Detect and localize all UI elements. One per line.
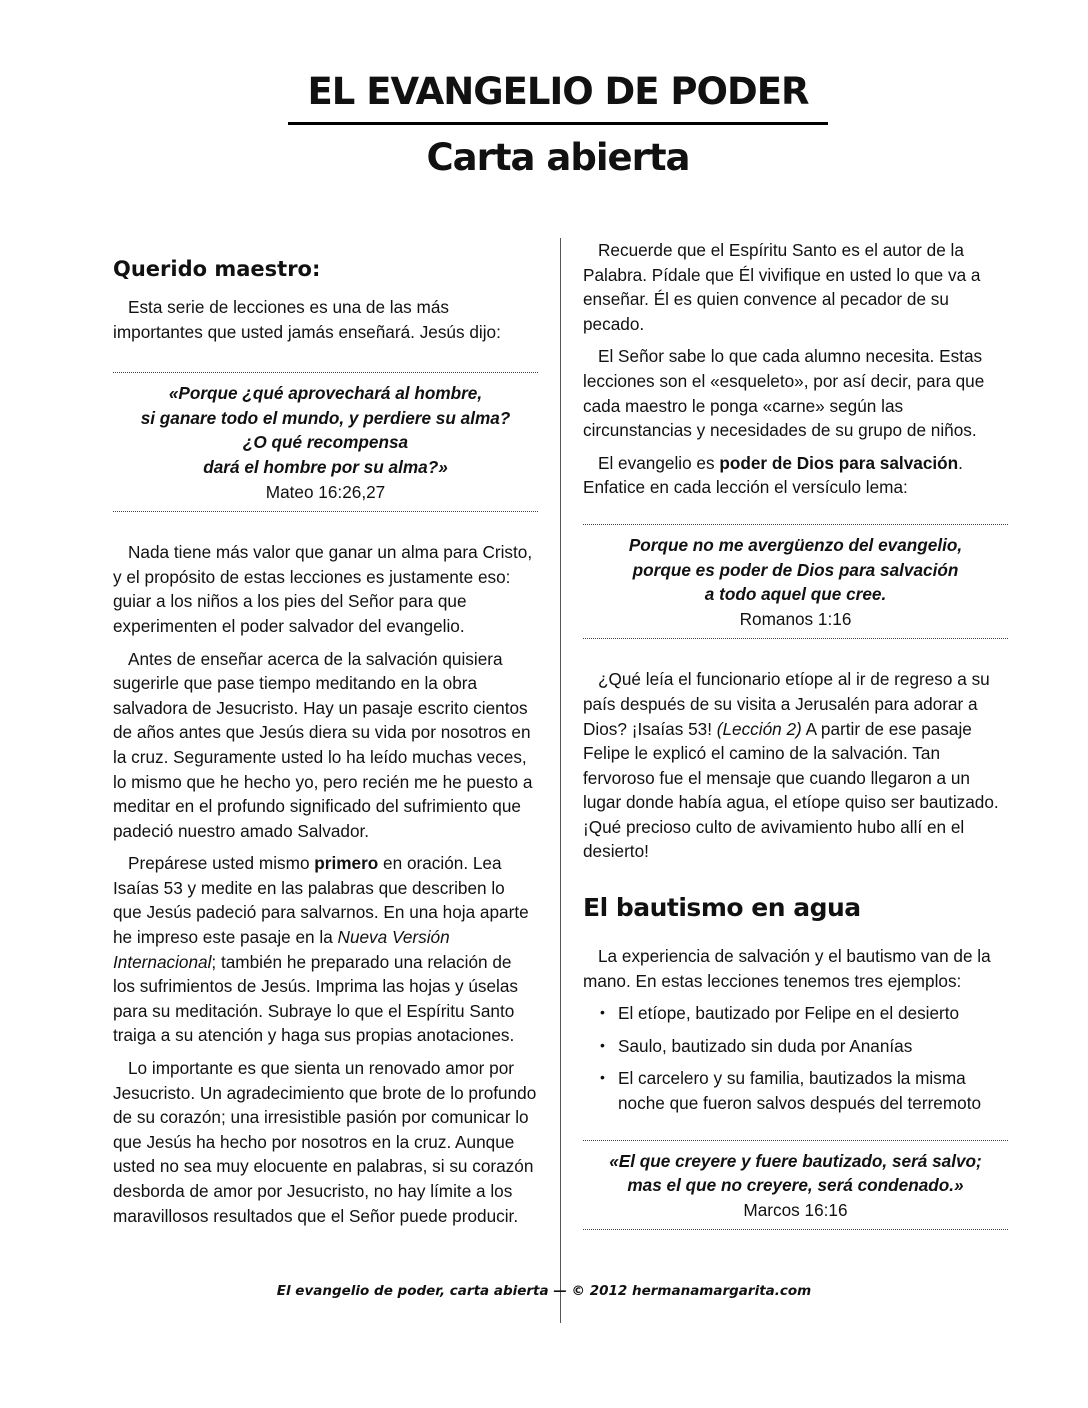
quote-line: Porque no me avergüenzo del evangelio, [628, 534, 963, 555]
spacer [583, 872, 1008, 892]
text-run: ¿Qué leía el funcionario etíope al ir de regreso a su país después de su visita a Jerusalén para adorar a Dios? ¡Isaías 53! [583, 669, 990, 739]
paragraph: La experiencia de salvación y el bautismo van de la mano. En estas lecciones tenemos tres ejemplos: [583, 946, 991, 991]
quote-line: dará el hombre por su alma?» [203, 456, 448, 477]
text-run: Prepárese usted mismo [128, 853, 315, 874]
paragraph [583, 451, 1008, 500]
paragraph: Lo importante es que sienta un renovado amor por Jesucristo. Un agradecimiento que brote de lo profundo de su corazón; una irresistible pasión por comunicar lo que Jesús ha hecho por nosotros en la cruz. Aunque usted no sea muy elocuente en palabras, si su corazón desborda de amor por Jesucristo, no hay límite a los maravillosos resultados que el Señor puede producir. [113, 1058, 537, 1226]
page-subtitle: Carta abierta [426, 136, 690, 179]
paragraph: Esta serie de lecciones es una de las más importantes que usted jamás enseñará. Jesús dijo: [113, 297, 501, 342]
quote-reference: Mateo 16:26,27 [265, 481, 386, 502]
title-divider [288, 122, 828, 125]
quote-line: ¿O qué recompensa [242, 432, 409, 453]
list-item [583, 1066, 1008, 1115]
list-item-text: Saulo, bautizado sin duda por Ananías [618, 1035, 913, 1056]
page-title: EL EVANGELIO DE PODER [307, 70, 809, 113]
section-heading: El bautismo en agua [583, 893, 861, 923]
bullet-list [583, 1001, 1008, 1115]
paragraph: El Señor sabe lo que cada alumno necesita. Estas lecciones son el «esqueleto», por así decir, para que cada maestro le ponga «carne» según las circunstancias y necesidades de su grupo de niños. [583, 346, 985, 441]
paragraph [583, 667, 1008, 864]
column-divider [560, 238, 561, 1323]
paragraph: Antes de enseñar acerca de la salvación quisiera sugerirle que pase tiempo meditando en la obra salvadora de Jesucristo. Hay un pasaje escrito cientos de años antes que Jesús diera su vida por nosotros en la cruz. Seguramente usted lo ha leído muchas veces, lo mismo que he hecho yo, pero recién me he puesto a meditar en el profundo significado del sufrimiento que padeció nuestro amado Salvador. [113, 648, 533, 841]
quote-line: «Porque ¿qué aprovechará al hombre, [168, 383, 483, 404]
quote-line: porque es poder de Dios para salvación [632, 559, 959, 580]
bold-text: poder de Dios para salvación [719, 452, 959, 473]
list-item-text: El carcelero y su familia, bautizados la misma noche que fueron salvos después del terremoto [618, 1068, 982, 1114]
list-item-text: El etíope, bautizado por Felipe en el desierto [618, 1003, 960, 1024]
text-run: en oración. Lea Isaías 53 y medite en las palabras que describen lo que Jesús padeció para salvarnos. En una hoja aparte he impreso este pasaje en la [113, 853, 529, 948]
text-run: . Enfatice en cada lección el versículo lema: [583, 452, 963, 498]
paragraph: Nada tiene más valor que ganar un alma para Cristo, y el propósito de estas lecciones es justamente eso: guiar a los niños a los pies del Señor para que experimenten el poder salvador del evangelio. [113, 542, 533, 636]
bullet-icon: • [600, 1036, 605, 1053]
right-column [583, 238, 1008, 1258]
quote-line: «El que creyere y fuere bautizado, será salvo; [609, 1150, 982, 1171]
list-item [583, 1034, 1008, 1059]
scripture-quote [583, 1140, 1008, 1231]
list-item [583, 1001, 1008, 1026]
italic-text: Nueva Versión Internacional [113, 927, 450, 972]
bold-text: primero [314, 853, 379, 874]
quote-line: si ganare todo el mundo, y perdiere su alma? [140, 407, 511, 428]
scripture-quote [113, 372, 538, 512]
bullet-icon: • [600, 1004, 605, 1021]
page-footer: El evangelio de poder, carta abierta — © 2012 hermanamargarita.com [276, 1283, 812, 1299]
page-header [288, 70, 828, 183]
text-run: El evangelio es [598, 452, 720, 473]
scripture-quote [583, 524, 1008, 639]
greeting-heading: Querido maestro: [113, 257, 321, 281]
italic-text: (Lección 2) [716, 718, 802, 739]
paragraph: Recuerde que el Espíritu Santo es el autor de la Palabra. Pídale que Él vivifique en usted lo que va a enseñar. Él es quien convence al pecador de su pecado. [583, 240, 981, 334]
text-run: A partir de ese pasaje Felipe le explicó el camino de la salvación. Tan fervoroso fue el mensaje que cuando llegaron a un lugar donde había agua, el etíope quiso ser bautizado. ¡Qué precioso culto de avivamiento hubo allí en el desierto! [583, 718, 999, 862]
quote-line: mas el que no creyere, será condenado.» [627, 1175, 964, 1196]
quote-line: a todo aquel que cree. [704, 584, 887, 605]
paragraph [113, 851, 538, 1048]
left-column [113, 250, 538, 1236]
bullet-icon: • [600, 1069, 605, 1086]
quote-reference: Marcos 16:16 [743, 1199, 848, 1220]
text-run: ; también he preparado una relación de los sufrimientos de Jesús. Imprima las hojas y úselas para su meditación. Subraye lo que el Espíritu Santo traiga a su atención y haga sus propias anotaciones. [113, 951, 519, 1046]
quote-reference: Romanos 1:16 [739, 608, 852, 629]
